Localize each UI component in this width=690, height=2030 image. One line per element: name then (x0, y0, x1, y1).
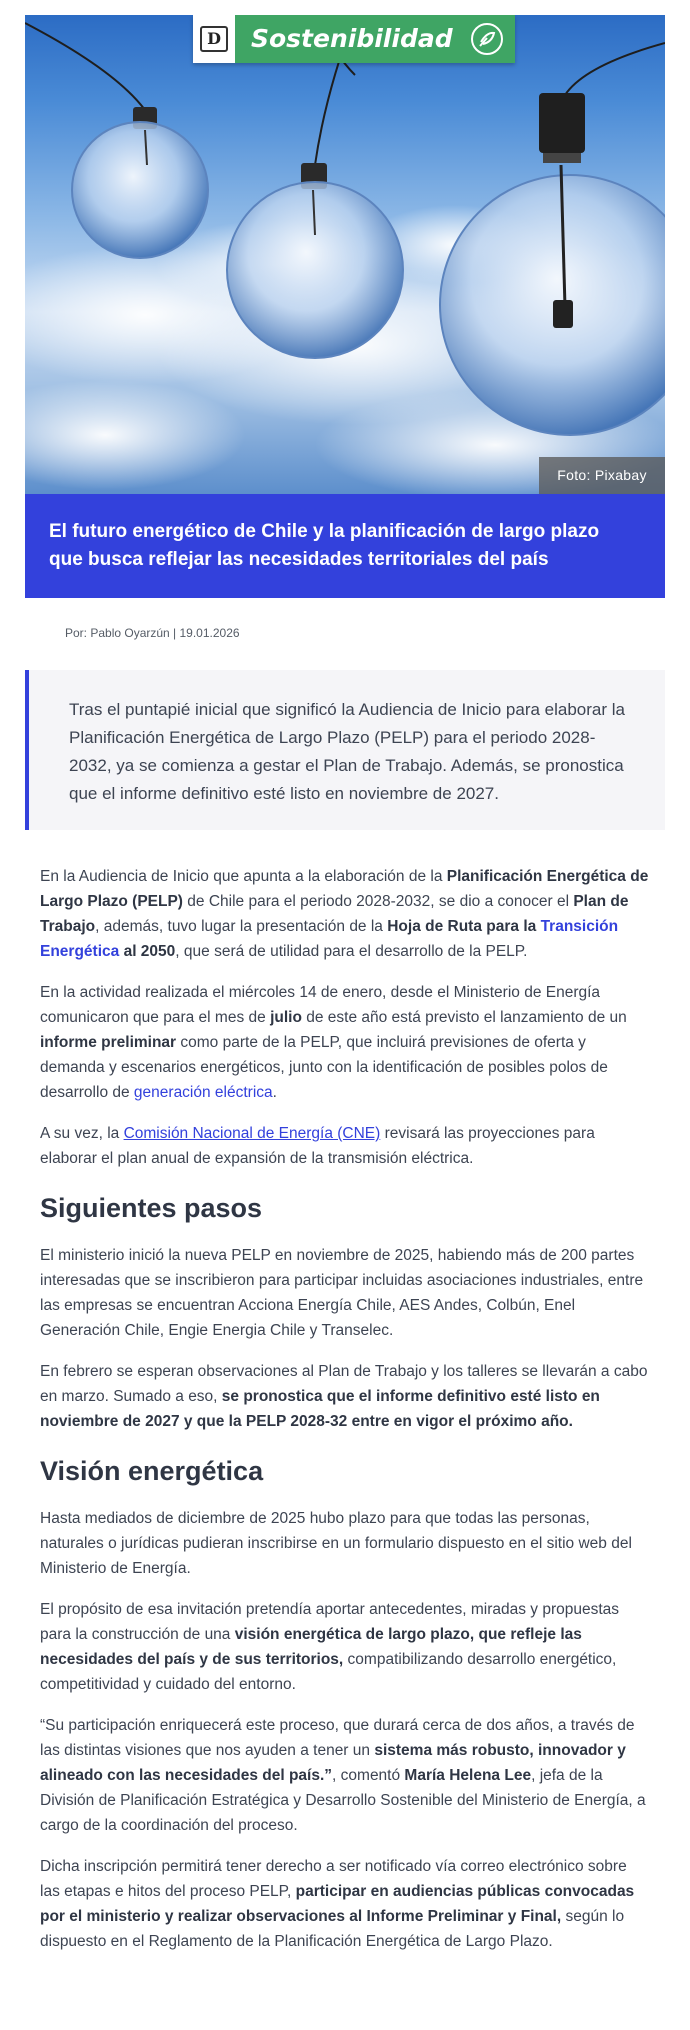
link-generacion-electrica[interactable]: generación eléctrica (133, 1084, 273, 1101)
paragraph-7: El propósito de esa invitación pretendía aportar antecedentes, miradas y propuestas para la construcción de una visión energética de largo plazo, que refleje las necesidades del país y de sus territorios, compatibilizando desarrollo energético, competitividad y cuidado del entorno. (40, 1601, 620, 1693)
article (25, 15, 665, 1954)
brand-banner[interactable] (193, 15, 515, 63)
photo-credit: Foto: Pixabay (539, 457, 665, 494)
article-headline: El futuro energético de Chile y la planificación de largo plazo que busca reflejar las necesidades territoriales del país (25, 494, 665, 598)
lightbulbs-photo (25, 15, 665, 494)
logo-letter: D (200, 26, 228, 52)
paragraph-6: Hasta mediados de diciembre de 2025 hubo plazo para que todas las personas, naturales o jurídicas pudieran inscribirse en un formulario dispuesto en el sitio web del Ministerio de Energía. (40, 1510, 632, 1577)
paragraph-1: En la Audiencia de Inicio que apunta a la elaboración de la Planificación Energética de Largo Plazo (PELP) de Chile para el periodo 2028-2032, se dio a conocer el Plan de Trabajo, además, tuvo lugar la presentación de la Hoja de Ruta para la Transición Energética al 2050, que será de utilidad para el desarrollo de la PELP. (40, 868, 649, 960)
lead-paragraph: Tras el puntapié inicial que significó la Audiencia de Inicio para elaborar la Planificación Energética de Largo Plazo (PELP) para el periodo 2028-2032, ya se comienza a gestar el Plan de Trabajo. Además, se pronostica que el informe definitivo esté listo en noviembre de 2027. (25, 670, 665, 830)
paragraph-3: A su vez, la Comisión Nacional de Energía (CNE) revisará las proyecciones para elaborar el plan anual de expansión de la transmisión eléctrica. (40, 1125, 595, 1167)
paragraph-8: “Su participación enriquecerá este proceso, que durará cerca de dos años, a través de las distintas visiones que nos ayuden a tener un sistema más robusto, innovador y alineado con las necesidades del país.”, comentó María Helena Lee, jefa de la División de Planificación Estratégica y Desarrollo Sostenible del Ministerio de Energía, a cargo de la coordinación del proceso. (40, 1717, 646, 1834)
link-transicion-energetica[interactable]: Transición Energética (40, 918, 619, 960)
article-body (25, 864, 665, 1954)
section-tag (235, 15, 515, 63)
link-cne[interactable]: Comisión Nacional de Energía (CNE) (123, 1125, 381, 1142)
leaf-icon (471, 23, 503, 55)
section-name: Sostenibilidad (251, 24, 453, 53)
paragraph-4: El ministerio inició la nueva PELP en noviembre de 2025, habiendo más de 200 partes interesadas que se inscribieron para participar incluidas asociaciones industriales, entre las empresas se encuentran Acciona Energía Chile, AES Andes, Colbún, Enel Generación Chile, Engie Energia Chile y Transelec. (40, 1247, 644, 1339)
hero-image (25, 15, 665, 494)
paragraph-2: En la actividad realizada el miércoles 14 de enero, desde el Ministerio de Energía comunicaron que para el mes de julio de este año está previsto el lanzamiento de un informe preliminar como parte de la PELP, que incluirá previsiones de oferta y demanda y escenarios energéticos, junto con la identificación de posibles polos de desarrollo de generación eléctrica. (40, 984, 627, 1101)
heading-siguientes-pasos: Siguientes pasos (40, 1193, 263, 1223)
paragraph-9: Dicha inscripción permitirá tener derecho a ser notificado vía correo electrónico sobre las etapas e hitos del proceso PELP, participar en audiencias públicas convocadas por el ministerio y realizar observaciones al Informe Preliminar y Final, según lo dispuesto en el Reglamento de la Planificación Energética de Largo Plazo. (40, 1858, 635, 1950)
paragraph-5: En febrero se esperan observaciones al Plan de Trabajo y los talleres se llevarán a cabo en marzo. Sumado a eso, se pronostica que el informe definitivo esté listo en noviembre de 2027 y que la PELP 2028-32 entre en vigor el próximo año. (40, 1363, 648, 1430)
byline: Por: Pablo Oyarzún | 19.01.2026 (65, 626, 240, 640)
logo-icon (193, 15, 235, 63)
heading-vision-energetica: Visión energética (40, 1456, 264, 1486)
